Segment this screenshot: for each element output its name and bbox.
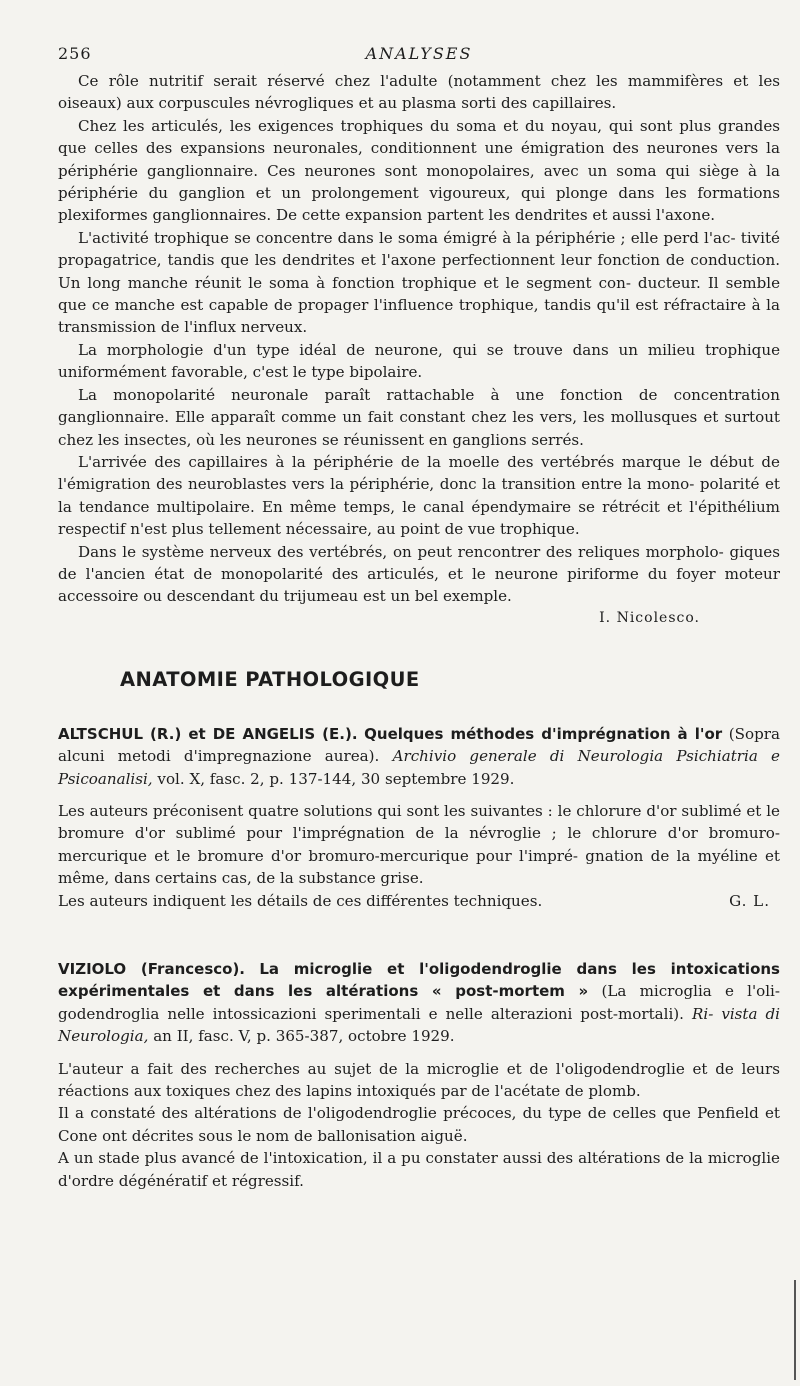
entry-paragraph: Les auteurs indiquent les détails de ces différentes techniques. G. L.	[58, 890, 780, 912]
intro-paragraph: L'activité trophique se concentre dans le soma émigré à la périphérie ; elle perd l'ac- tivité propagatrice, tandis que les dendrites et l'axone perfectionnent leur fonction de conduction. Un long manche réunit le soma à fonction trophique et le segment con- ducteur. Il semble que ce manche est capable de propager l'influence trophique, tandis qu'il est réfractaire à la transmission de l'influx nerveux.	[58, 228, 780, 337]
abstract-entry-viziolo	[58, 958, 780, 1192]
entry-translation: (La microglia e l'oli- godendroglia nelle intossicazioni sperimentali e nelle alterazioni post-mortali).	[58, 982, 780, 1023]
section-heading: ANATOMIE PATHOLOGIQUE	[120, 667, 420, 691]
entry-citation	[58, 723, 780, 790]
journal-page	[58, 44, 780, 1192]
entry-paragraph: L'auteur a fait des recherches au sujet de la microglie et de l'oligodendroglie et de leurs réactions aux toxiques chez des lapins intoxiqués par de l'acétate de plomb.	[58, 1059, 780, 1101]
intro-text	[58, 70, 780, 626]
entry-paragraph: Les auteurs préconisent quatre solutions qui sont les suivantes : le chlorure d'or sublimé et le bromure d'or sublimé pour l'imprégnation de la névroglie ; le chlorure d'or bromuro-mercurique et le bromure d'or bromuro-mercurique pour l'impré- gnation de la myéline et même, dans certains cas, de la substance grise.	[58, 801, 780, 888]
intro-paragraph: Dans le système nerveux des vertébrés, on peut rencontrer des reliques morpholo- giques de l'ancien état de monopolarité des articulés, et le neurone piriforme du foyer moteur accessoire ou descendant du trijumeau est un bel exemple.	[58, 542, 780, 606]
intro-paragraph: La monopolarité neuronale paraît rattachable à une fonction de concentration ganglionnaire. Elle apparaît comme un fait constant chez les vers, les mollusques et surtout chez les insectes, où les neurones se réunissent en ganglions serrés.	[58, 385, 780, 449]
entry-authors: VIZIOLO (Francesco).	[58, 960, 245, 978]
entry-reference: vol. X, fasc. 2, p. 137-144, 30 septembre 1929.	[157, 769, 515, 788]
intro-signature: I. Nicolesco.	[599, 609, 700, 626]
running-head	[58, 44, 780, 70]
entry-title: La microglie et l'oligodendroglie dans les intoxications expérimentales et dans les altérations « post-mortem »	[58, 960, 780, 1001]
entry-translation: (Sopra alcuni metodi d'impregnazione aurea).	[58, 724, 780, 766]
entry-reference: an II, fasc. V, p. 365-387, octobre 1929.	[153, 1027, 455, 1046]
entry-journal: Ri- vista di Neurologia,	[58, 1004, 780, 1046]
intro-paragraph: La morphologie d'un type idéal de neurone, qui se trouve dans un milieu trophique uniformément favorable, c'est le type bipolaire.	[58, 340, 780, 382]
intro-paragraph: Chez les articulés, les exigences trophiques du soma et du noyau, qui sont plus grandes que celles des expansions neuronales, conditionnent une émigration des neurones vers la périphérie ganglionnaire. Ces neurones sont monopolaires, avec un soma qui siège à la périphérie du ganglion et un prolongement vigoureux, qui plonge dans les formations plexiformes ganglionnaires. De cette expansion partent les dendrites et aussi l'axone.	[58, 116, 780, 225]
scan-edge-mark	[794, 1280, 796, 1380]
abstract-entry-altschul	[58, 723, 780, 912]
entry-authors: ALTSCHUL (R.) et DE ANGELIS (E.).	[58, 724, 358, 743]
running-title: ANALYSES	[365, 44, 473, 63]
intro-paragraph: Ce rôle nutritif serait réservé chez l'adulte (notamment chez les mammifères et les oiseaux) aux corpuscules névrogliques et au plasma sorti des capillaires.	[58, 72, 780, 113]
entry-citation	[58, 958, 780, 1048]
page-number: 256	[58, 44, 92, 63]
entry-title: Quelques méthodes d'imprégnation à l'or	[364, 724, 723, 743]
intro-paragraph: L'arrivée des capillaires à la périphérie de la moelle des vertébrés marque le début de l'émigration des neuroblastes vers la périphérie, donc la transition entre la mono- polarité et la tendance multipolaire. En même temps, le canal épendymaire se rétrécit et l'épithélium respectif n'est plus tellement nécessaire, au point de vue trophique.	[58, 452, 780, 539]
entry-paragraph: Il a constaté des altérations de l'oligodendroglie précoces, du type de celles que Penfield et Cone ont décrites sous le nom de ballonisation aiguë.	[58, 1104, 780, 1145]
entry-signature: G. L.	[729, 891, 770, 910]
entry-paragraph: A un stade plus avancé de l'intoxication, il a pu constater aussi des altérations de la microglie d'ordre dégénératif et régressif.	[58, 1149, 780, 1190]
entry-journal: Archivio generale di Neurologia Psichiatria e Psicoanalisi,	[58, 747, 780, 788]
